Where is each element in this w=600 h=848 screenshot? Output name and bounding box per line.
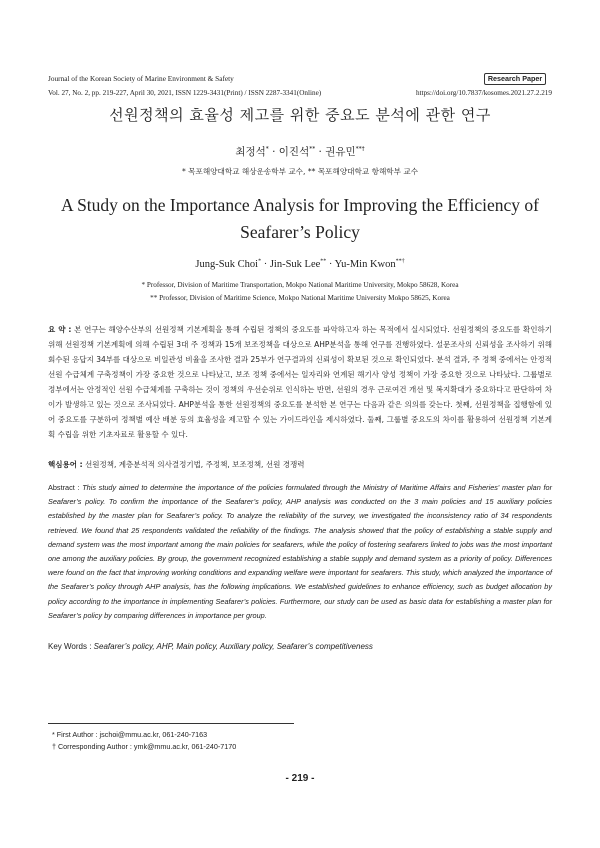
abstract-korean-label: 요 약 :	[48, 325, 72, 334]
author-separator: ·	[315, 146, 326, 158]
authors-english	[0, 259, 600, 270]
footnote-divider	[48, 723, 294, 724]
abstract-english-text: This study aimed to determine the importance of the policies formulated through the Ministry of Maritime Affairs and Fisheries' master plan for Seafarer’s policy. To confirm the importance of the Seafarer’s policy, AHP analysis was conducted on the 3 main policies and 15 auxiliary policies established by the master plan for Seafarer’s policy. To analyze the reliability of the survey, we investigated the inconsistency ratio of 34 respondents retrieved. We found that 25 respondents validated the reliability of the findings. The analysis showed that the policy of establishing a stable supply and demand system was the most important among the main policies for seafarers, while the policy of fostering seafarers linked to jobs was the most important one among the auxiliary policies. By group, the government recognized establishing a stable supply and demand system as a priority of policy. Differences were found on the fact that improving working conditions and expanding welfare were important for seafarers. This study, which analyzed the importance of the Seafarer’s policy through AHP analysis, has the following implications. We established guidelines to enhance efficiency, such as budget allocation by policy according to the importance in implementing Seafarer’s policies. Furthermore, our study can be used as basic data for establishing a master plan for Seafarer’s policy by comparing differences in importance per group.	[48, 483, 552, 620]
author-2-en: Jin-Suk Lee	[269, 259, 321, 270]
page-number: - 219 -	[285, 773, 315, 784]
author-separator: ·	[261, 259, 270, 270]
author-separator: ·	[268, 146, 279, 158]
abstract-korean	[48, 322, 552, 442]
footnote-first-author: * First Author : jschoi@mmu.ac.kr, 061-240-7163	[52, 730, 208, 739]
author-3: 권유민	[325, 146, 356, 158]
author-3-en: Yu-Min Kwon	[334, 259, 396, 270]
keywords-korean-label: 핵심용어 :	[48, 460, 83, 469]
footnotes	[52, 729, 236, 752]
affiliation-english-2: ** Professor, Division of Maritime Science, Mokpo National Maritime University Mokpo 58625, Korea	[150, 293, 450, 302]
research-paper-badge: Research Paper	[484, 73, 546, 85]
abstract-english	[48, 481, 552, 623]
title-english-line-1: A Study on the Importance Analysis for Improving the Efficiency of	[61, 195, 539, 215]
title-korean: 선원정책의 효율성 제고를 위한 중요도 분석에 관한 연구	[109, 106, 491, 124]
abstract-english-label: Abstract :	[48, 483, 80, 492]
author-2-mark: **	[309, 145, 316, 153]
journal-info-line	[48, 88, 552, 98]
doi-link[interactable]: https://doi.org/10.7837/kosomes.2021.27.2.219	[415, 89, 552, 97]
author-3-mark: **†	[355, 145, 365, 153]
title-english-line-2: Seafarer’s Policy	[240, 222, 360, 242]
keywords-english-text: Seafarer’s policy, AHP, Main policy, Auxiliary policy, Seafarer’s competitiveness	[93, 642, 373, 651]
author-1-mark: *	[265, 145, 269, 153]
affiliation-english	[0, 279, 600, 304]
keywords-korean	[48, 459, 552, 471]
author-1-en: Jung-Suk Choi	[195, 259, 259, 270]
keywords-korean-text: 선원정책, 계층분석적 의사결정기법, 주정책, 보조정책, 선원 경쟁력	[84, 460, 305, 469]
author-3-en-mark: **†	[395, 258, 405, 265]
author-separator: ·	[326, 259, 335, 270]
affiliation-korean: * 목포해양대학교 해상운송학부 교수, ** 목포해양대학교 항해학부 교수	[181, 167, 419, 176]
keywords-english	[48, 641, 552, 653]
abstract-korean-text: 본 연구는 해양수산부의 선원정책 기본계획을 통해 수립된 정책의 중요도를 파악하고자 하는 목적에서 실시되었다. 선원정책의 중요도를 확인하기 위해 선원정책 기본계획에 의해 수립된 3대 주 정책과 15개 보조정책을 대상으로 AHP분석을 통해 연구를 진행하였다. 설문조사의 신뢰성을 조사하기 위해 회수된 응답지 34부를 대상으로 비일관성 비율을 조사한 결과 25부가 연구결과의 신뢰성이 확보된 것으로 확인되었다. 분석 결과, 주 정책 중에서는 안정적 선원 수급체계 구축정책이 가장 중요한 것으로 나타났고, 보조 정책 중에서는 일자리와 연계된 해기사 양성 정책이 가장 중요한 것으로 나타났다. 그룹별로 정부에서는 안정적인 선원 수급체계를 구축하는 것이 정책의 우선순위로 인식하는 반면, 선원의 경우 근로여건 개선 및 복지확대가 중요하다고 판단하여 차이가 발생하고 있는 것으로 조사되었다. AHP분석을 통한 선원정책의 중요도를 분석한 본 연구는 다음과 같은 의의를 갖는다. 첫째, 선원정책을 집행함에 있어 중요도를 구분하여 정책별 예산 배분 등의 효율성을 제고할 수 있는 가이드라인을 제시하였다. 둘째, 그룹별 중요도의 차이를 활용하여 선원정책 기본계획 수립을 위한 기초자료로 활용할 수 있다.	[48, 325, 553, 439]
footnote-corresponding-author: † Corresponding Author : ymk@mmu.ac.kr, 061-240-7170	[52, 741, 237, 751]
volume-info: Vol. 27, No. 2, pp. 219-227, April 30, 2021, ISSN 1229-3431(Print) / ISSN 2287-3341(Online)	[48, 89, 322, 97]
title-english	[40, 192, 560, 246]
affiliation-english-1: * Professor, Division of Maritime Transportation, Mokpo National Maritime University, Mokpo 58628, Korea	[141, 281, 459, 289]
authors-korean	[0, 144, 600, 159]
author-2-en-mark: **	[320, 258, 327, 265]
journal-name: Journal of the Korean Society of Marine Environment & Safety	[48, 74, 234, 83]
author-1-en-mark: *	[258, 258, 262, 265]
keywords-english-label: Key Words :	[48, 642, 92, 651]
author-2: 이진석	[278, 146, 310, 158]
author-1: 최정석	[235, 146, 266, 158]
